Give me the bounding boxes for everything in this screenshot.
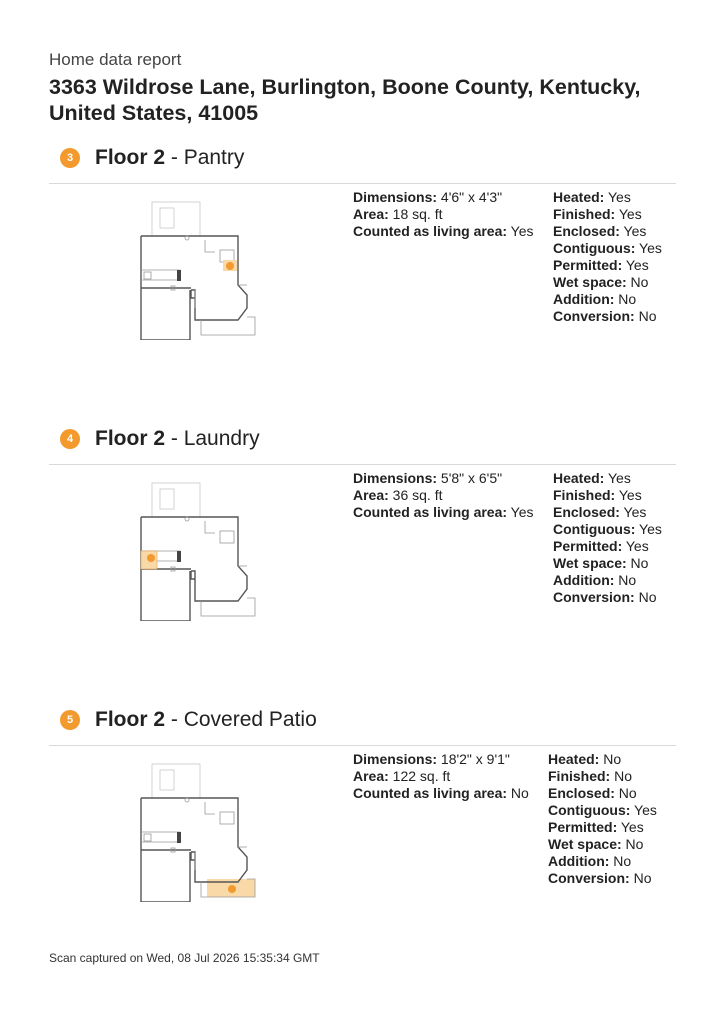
living-area-label: Counted as living area:	[353, 504, 508, 520]
addition-label: Addition:	[553, 572, 615, 588]
enclosed-value: No	[614, 785, 637, 801]
floor-plan-thumbnail	[135, 752, 260, 902]
living-area-row	[353, 504, 534, 521]
living-area-label: Counted as living area:	[353, 223, 508, 239]
conversion-row	[548, 870, 657, 887]
enclosed-value: Yes	[619, 504, 647, 520]
heated-label: Heated:	[553, 470, 605, 486]
dimensions-row	[353, 189, 534, 206]
enclosed-row	[553, 504, 662, 521]
floor-plan-thumbnail	[135, 471, 260, 621]
contiguous-value: Yes	[635, 240, 662, 256]
finished-value: No	[610, 768, 633, 784]
permitted-label: Permitted:	[553, 538, 623, 554]
enclosed-row	[553, 223, 662, 240]
dimension-details	[353, 751, 529, 802]
wet-space-label: Wet space:	[553, 274, 627, 290]
section-header	[60, 424, 260, 454]
scan-timestamp: Scan captured on Wed, 08 Jul 2026 15:35:34 GMT	[49, 951, 320, 965]
area-value: 18 sq. ft	[388, 206, 443, 222]
permitted-label: Permitted:	[553, 257, 623, 273]
living-area-value: Yes	[507, 504, 534, 520]
enclosed-label: Enclosed:	[553, 504, 620, 520]
conversion-row	[553, 308, 662, 325]
permitted-value: Yes	[622, 538, 649, 554]
finished-row	[548, 768, 657, 785]
permitted-row	[553, 257, 662, 274]
permitted-value: Yes	[617, 819, 644, 835]
area-row	[353, 487, 534, 504]
conversion-value: No	[629, 870, 652, 886]
wet-space-label: Wet space:	[548, 836, 622, 852]
wet-space-row	[548, 836, 657, 853]
conversion-row	[553, 589, 662, 606]
addition-row	[553, 572, 662, 589]
enclosed-value: Yes	[619, 223, 647, 239]
attribute-details	[548, 751, 657, 887]
property-address: 3363 Wildrose Lane, Burlington, Boone County, Kentucky, United States, 41005	[49, 75, 641, 125]
area-row	[353, 206, 534, 223]
report-label: Home data report	[49, 50, 182, 69]
area-label: Area:	[353, 206, 389, 222]
living-area-value: Yes	[507, 223, 534, 239]
room-name: Laundry	[183, 427, 260, 450]
room-number-badge: 3	[60, 148, 80, 168]
heated-value: Yes	[604, 470, 631, 486]
room-name: Covered Patio	[183, 708, 317, 731]
dimensions-row	[353, 751, 529, 768]
heated-row	[548, 751, 657, 768]
permitted-value: Yes	[622, 257, 649, 273]
dimensions-value: 18'2" x 9'1"	[437, 751, 510, 767]
wet-space-label: Wet space:	[553, 555, 627, 571]
finished-value: Yes	[615, 487, 642, 503]
conversion-value: No	[634, 589, 657, 605]
section-title	[95, 427, 260, 451]
section-divider	[49, 183, 676, 184]
finished-row	[553, 206, 662, 223]
floor-label: Floor 2	[95, 146, 166, 169]
area-row	[353, 768, 529, 785]
wet-space-value: No	[626, 274, 649, 290]
dimension-details	[353, 470, 534, 521]
room-number-badge: 5	[60, 710, 80, 730]
conversion-value: No	[634, 308, 657, 324]
contiguous-label: Contiguous:	[553, 521, 636, 537]
heated-label: Heated:	[553, 189, 605, 205]
dimension-details	[353, 189, 534, 240]
floor-label: Floor 2	[95, 708, 166, 731]
room-section-laundry	[0, 424, 724, 664]
dimensions-label: Dimensions:	[353, 189, 438, 205]
wet-space-row	[553, 555, 662, 572]
area-value: 122 sq. ft	[388, 768, 451, 784]
room-number-badge: 4	[60, 429, 80, 449]
wet-space-row	[553, 274, 662, 291]
dimensions-value: 5'8" x 6'5"	[437, 470, 503, 486]
permitted-row	[548, 819, 657, 836]
floor-label: Floor 2	[95, 427, 166, 450]
contiguous-value: Yes	[630, 802, 657, 818]
contiguous-label: Contiguous:	[548, 802, 631, 818]
heated-value: Yes	[604, 189, 631, 205]
section-header	[60, 705, 317, 735]
enclosed-row	[548, 785, 657, 802]
finished-label: Finished:	[548, 768, 611, 784]
area-value: 36 sq. ft	[388, 487, 443, 503]
room-section-pantry	[0, 143, 724, 383]
attribute-details	[553, 189, 662, 325]
permitted-row	[553, 538, 662, 555]
section-title	[95, 708, 317, 732]
floor-plan-thumbnail	[135, 190, 260, 340]
enclosed-label: Enclosed:	[553, 223, 620, 239]
section-title	[95, 146, 244, 170]
addition-row	[548, 853, 657, 870]
dimensions-value: 4'6" x 4'3"	[437, 189, 503, 205]
living-area-value: No	[507, 785, 529, 801]
finished-label: Finished:	[553, 487, 616, 503]
contiguous-row	[548, 802, 657, 819]
room-section-covered-patio	[0, 705, 724, 945]
title-separator: -	[165, 427, 184, 450]
heated-row	[553, 189, 662, 206]
attribute-details	[553, 470, 662, 606]
section-divider	[49, 464, 676, 465]
section-divider	[49, 745, 676, 746]
addition-row	[553, 291, 662, 308]
conversion-label: Conversion:	[553, 589, 635, 605]
conversion-label: Conversion:	[553, 308, 635, 324]
permitted-label: Permitted:	[548, 819, 618, 835]
addition-label: Addition:	[553, 291, 615, 307]
contiguous-value: Yes	[635, 521, 662, 537]
dimensions-row	[353, 470, 534, 487]
wet-space-value: No	[626, 555, 649, 571]
contiguous-row	[553, 240, 662, 257]
finished-value: Yes	[615, 206, 642, 222]
living-area-row	[353, 785, 529, 802]
living-area-label: Counted as living area:	[353, 785, 508, 801]
title-separator: -	[165, 146, 184, 169]
room-name: Pantry	[183, 146, 245, 169]
living-area-row	[353, 223, 534, 240]
dimensions-label: Dimensions:	[353, 470, 438, 486]
heated-value: No	[599, 751, 622, 767]
addition-value: No	[614, 291, 637, 307]
enclosed-label: Enclosed:	[548, 785, 615, 801]
heated-label: Heated:	[548, 751, 600, 767]
wet-space-value: No	[621, 836, 644, 852]
title-separator: -	[165, 708, 184, 731]
conversion-label: Conversion:	[548, 870, 630, 886]
addition-value: No	[609, 853, 632, 869]
area-label: Area:	[353, 768, 389, 784]
area-label: Area:	[353, 487, 389, 503]
dimensions-label: Dimensions:	[353, 751, 438, 767]
heated-row	[553, 470, 662, 487]
addition-label: Addition:	[548, 853, 610, 869]
section-header	[60, 143, 244, 173]
contiguous-label: Contiguous:	[553, 240, 636, 256]
finished-label: Finished:	[553, 206, 616, 222]
contiguous-row	[553, 521, 662, 538]
finished-row	[553, 487, 662, 504]
addition-value: No	[614, 572, 637, 588]
